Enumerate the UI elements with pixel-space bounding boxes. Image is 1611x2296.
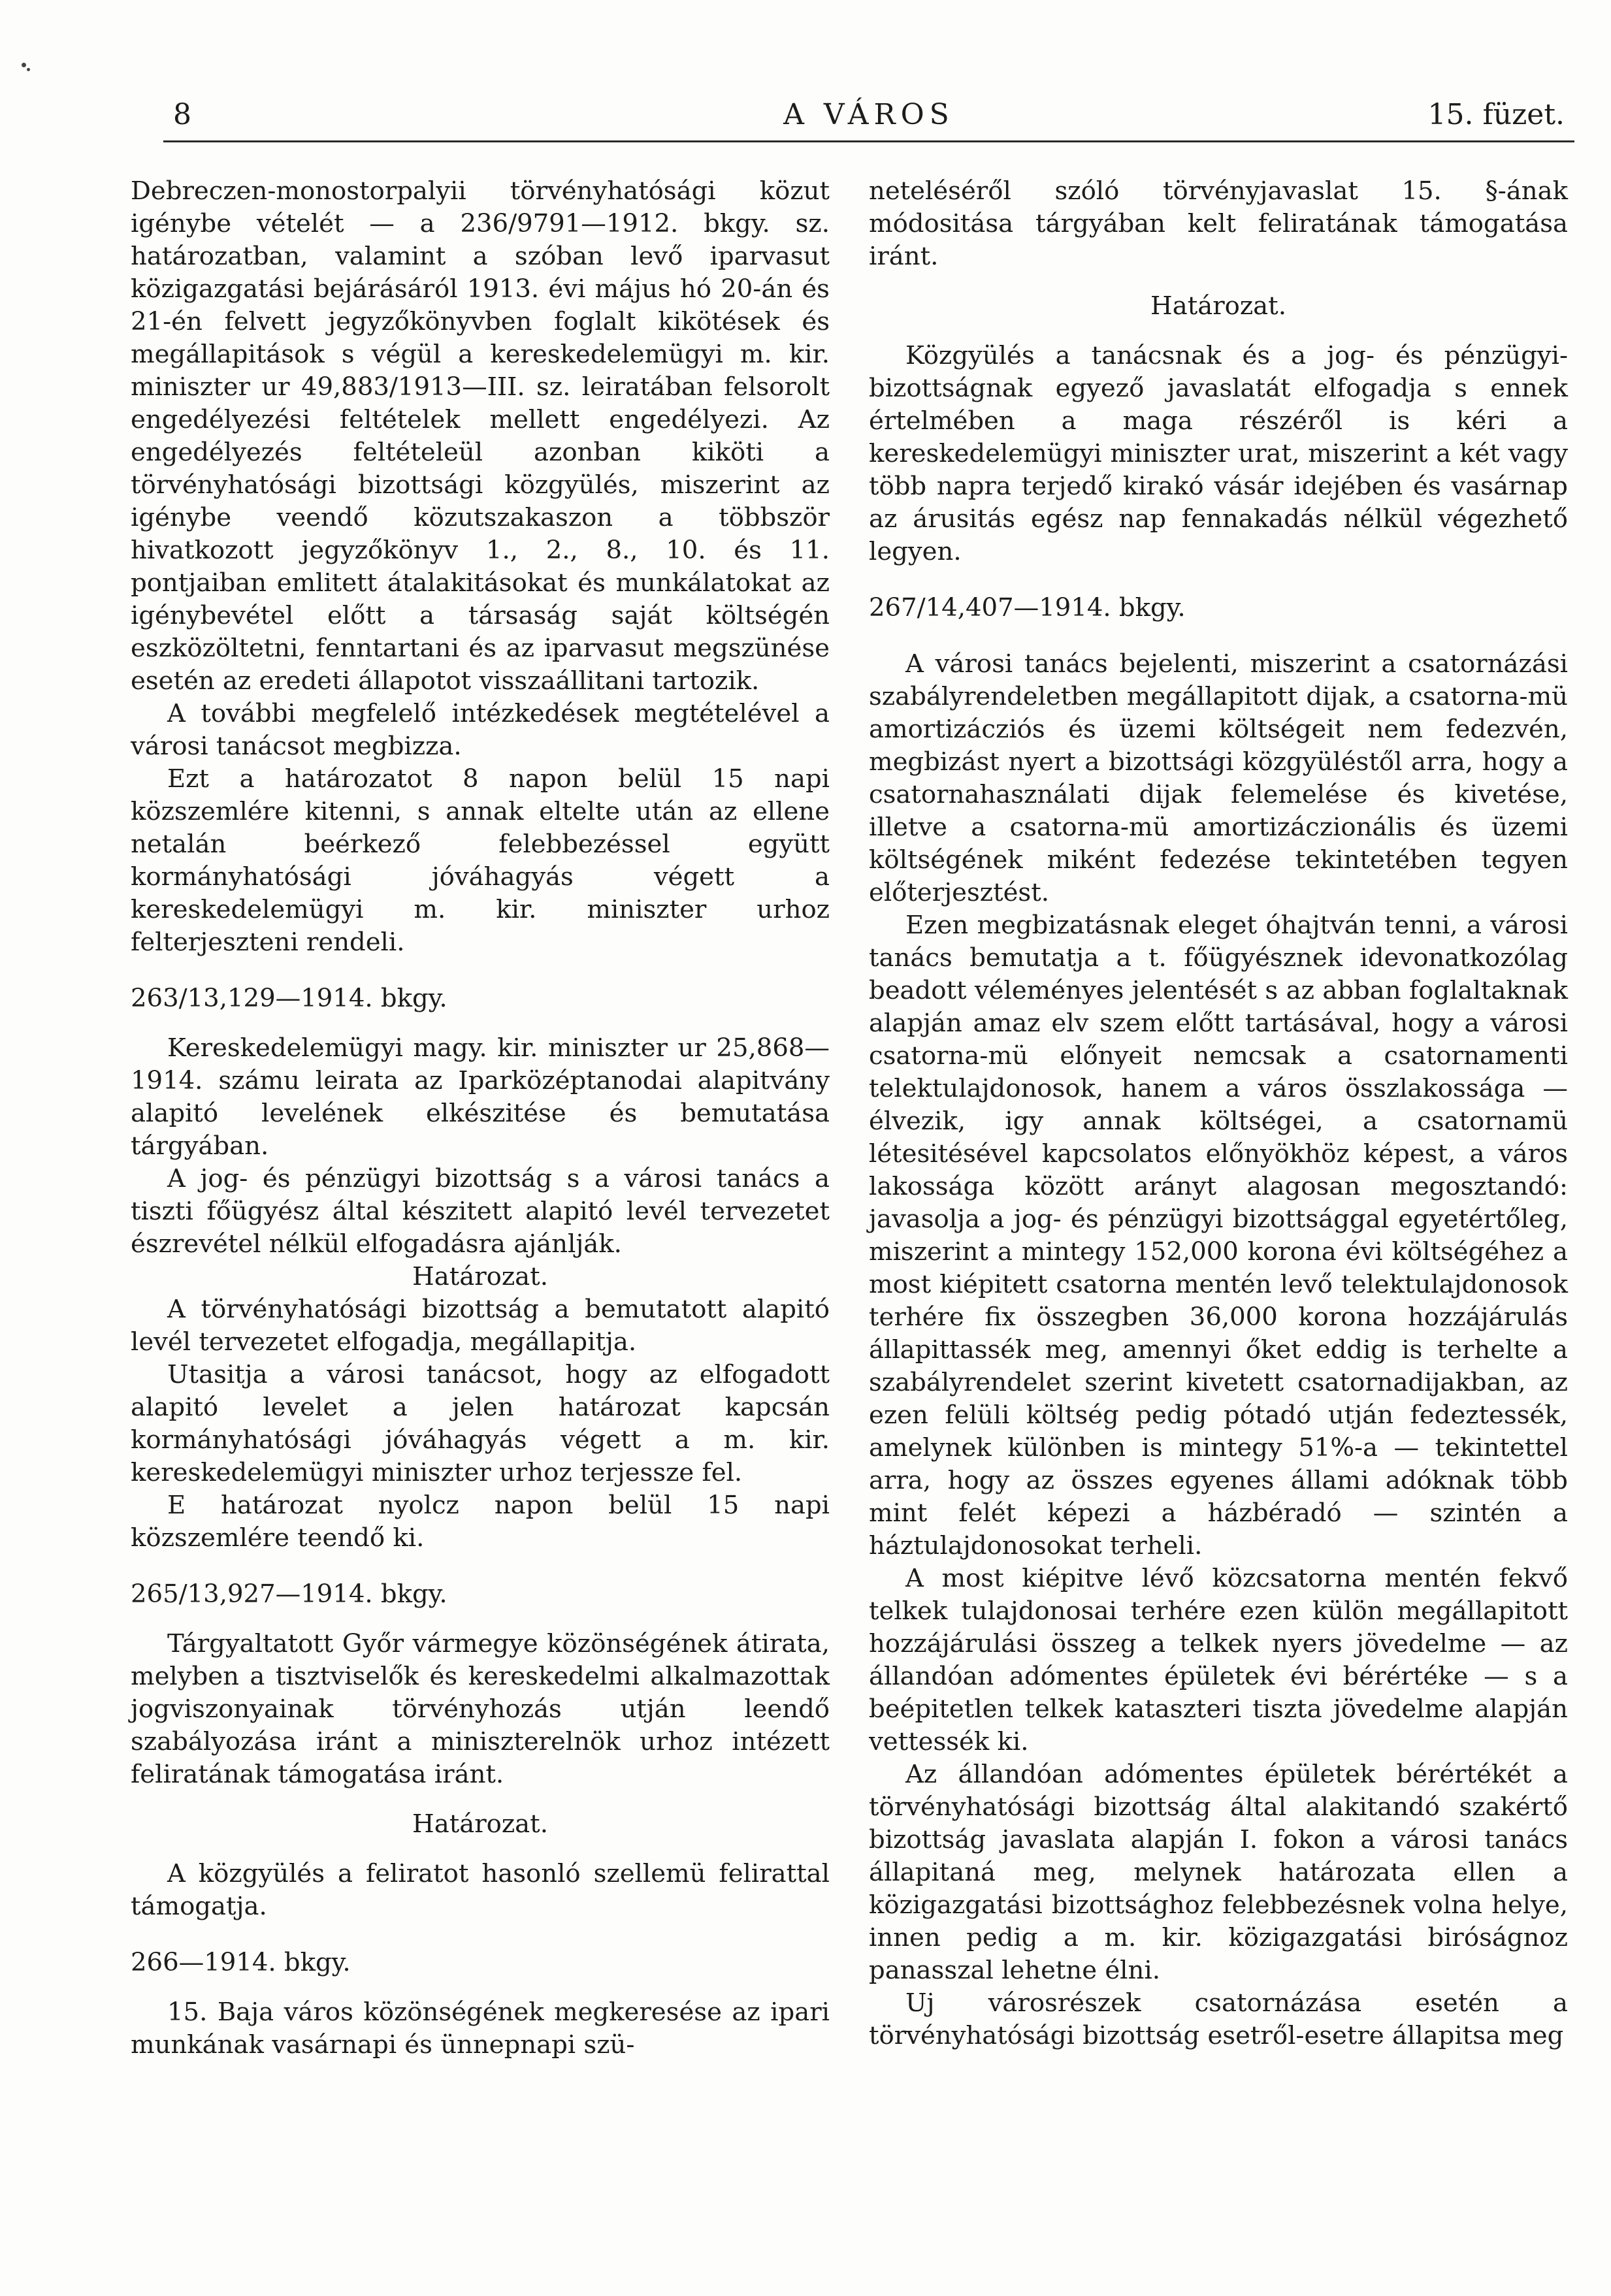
- header-rule: [163, 140, 1574, 142]
- paragraph-continuation: neteléséről szóló törvényjavaslat 15. §-ának módositása tárgyában kelt feliratának támogatása iránt.: [869, 176, 1568, 271]
- scan-speck: [22, 63, 26, 67]
- paragraph: Tárgyaltatott Győr vármegye közönségének átirata, melyben a tisztviselők és kereskedelmi alkalmazottak jogviszonyainak törvényhozás utján leendő szabályozása iránt a miniszterelnök urhoz intézett feliratának támogatása iránt.: [131, 1629, 830, 1789]
- paragraph: A most kiépitve lévő közcsatorna mentén fekvő telkek tulajdonosai terhére ezen külön megállapitott hozzájárulási összeg a telkek nyers jövedelme — az állandóan adómentes épületek évi bérértéke — s a beépitetlen telkek kataszteri tiszta jövedelme alapján vettessék ki.: [869, 1564, 1568, 1756]
- paragraph: A törvényhatósági bizottság a bemutatott alapitó levél tervezetet elfogadja, megállapitja.: [131, 1295, 830, 1357]
- issue-label: 15. füzet.: [1427, 98, 1565, 131]
- paragraph: A további megfelelő intézkedések megtételével a városi tanácsot megbizza.: [131, 699, 830, 761]
- paragraph: 15. Baja város közönségének megkeresése az ipari munkának vasárnapi és ünnepnapi szü-: [131, 1997, 830, 2060]
- paragraph: Debreczen-monostorpalyii törvényhatósági közut igénybe vételét — a 236/9791—1912. bkgy. sz. határozatban, valamint a szóban levő iparvasut közigazgatási bejárásáról 1913. évi május hó 20-án és 21-én felvett jegyzőkönyvben foglalt kikötések és megállapitások s végül a kereskedelemügyi m. kir. miniszter ur 49,883/1913—III. sz. leiratában felsorolt engedélyezési feltételek mellett engedélyezi. Az engedélyezés feltételeül azonban kiköti a törvényhatósági bizottsági közgyülés, miszerint az igénybe veendő közutszakaszon a többször hivatkozott jegyzőkönyv 1., 2., 8., 10. és 11. pontjaiban emlitett átalakitásokat és munkálatokat az igénybevétel előtt a társaság saját költségén eszközöltetni, fenntartani és az iparvasut megszünése esetén az eredeti állapotot visszaállitani tartozik.: [131, 176, 830, 696]
- journal-title: A VÁROS: [783, 98, 954, 131]
- paragraph: Utasitja a városi tanácsot, hogy az elfogadott alapitó levelet a jelen határozat kapcsán kormányhatósági jóváhagyás végett a m. kir. kereskedelemügyi miniszter urhoz terjessze fel.: [131, 1360, 830, 1487]
- paragraph: Uj városrészek csatornázása esetén a törvényhatósági bizottság esetről-esetre állapitsa meg: [869, 1988, 1568, 2050]
- resolution-number: 266—1914. bkgy.: [131, 1948, 351, 1977]
- resolution-number: 265/13,927—1914. bkgy.: [131, 1579, 448, 1609]
- resolution-number: 263/13,129—1914. bkgy.: [131, 984, 448, 1013]
- paragraph: Ezen megbizatásnak eleget óhajtván tenni, a városi tanács bemutatja a t. főügyésznek idevonatkozólag beadott véleményes jelentését s az abban foglaltaknak alapján amaz elv szem előtt tartásával, hogy a városi csatorna-mü előnyeit nemcsak a csatornamenti telektulajdonosok, hanem a város összlakossága — élvezik, igy annak költségei, a csatornamü létesitésével kapcsolatos előnyökhöz képest, a város lakossága között arányt alagosan megosztandó: javasolja a jog- és pénzügyi bizottsággal egyetértőleg, miszerint a mintegy 152,000 korona évi költségéhez a most kiépitett csatorna mentén levő telektulajdonosok terhére fix összegben 36,000 korona hozzájárulás állapittassék meg, amennyi őket eddig is terhelte a szabályrendelet szerint kivetett csatornadijakban, az ezen felüli költség pedig pótadó utján fedeztessék, amelynek különben is mintegy 51%-a — tekintettel arra, hogy az összes egyenes állami adóknak több mint felét képezi a házbéradó — szintén a háztulajdonosokat terheli.: [869, 911, 1568, 1560]
- page-header: [163, 98, 1574, 137]
- paragraph: Közgyülés a tanácsnak és a jog- és pénzügyi-bizottságnak egyező javaslatát elfogadja s ennek értelmében a maga részéről is kéri a kereskedelemügyi miniszter urat, miszerint a két vagy több napra terjedő kirakó vásár idejében és vasárnap az árusitás egész nap fennakadás nélkül végezhető legyen.: [869, 341, 1568, 566]
- paragraph: Kereskedelemügyi magy. kir. miniszter ur 25,868—1914. számu leirata az Iparközéptanodai alapitvány alapitó levelének elkészitése és bemutatása tárgyában.: [131, 1033, 830, 1161]
- resolution-number: 267/14,407—1914. bkgy.: [869, 593, 1186, 623]
- paragraph: A városi tanács bejelenti, miszerint a csatornázási szabályrendeletben megállapitott dijak, a csatorna-mü amortizácziós és üzemi költségeit nem fedezvén, megbizást nyert a bizottsági közgyüléstől arra, hogy a csatornahasználati dijak felemelése és kivetése, illetve a csatorna-mü amortizáczionális és üzemi költségének miként fedezése tekintetében tegyen előterjesztést.: [869, 649, 1568, 907]
- page-number: 8: [173, 98, 191, 131]
- section-heading: Határozat.: [412, 1809, 548, 1839]
- section-heading: Határozat.: [412, 1262, 548, 1291]
- paragraph: A jog- és pénzügyi bizottság s a városi tanács a tiszti főügyész által készitett alapitó levél tervezetet észrevétel nélkül elfogadásra ajánlják.: [131, 1164, 830, 1259]
- paragraph: A közgyülés a feliratot hasonló szellemü felirattal támogatja.: [131, 1859, 830, 1921]
- left-column: [131, 175, 830, 2062]
- right-column: [869, 175, 1568, 2052]
- paragraph: E határozat nyolcz napon belül 15 napi közszemlére teendő ki.: [131, 1491, 830, 1553]
- paragraph: Ezt a határozatot 8 napon belül 15 napi közszemlére kitenni, s annak eltelte után az ellene netalán beérkező felebbezéssel együtt kormányhatósági jóváhagyás végett a kereskedelemügyi m. kir. miniszter urhoz felterjeszteni rendeli.: [131, 764, 830, 957]
- section-heading: Határozat.: [1150, 291, 1286, 321]
- paragraph: Az állandóan adómentes épületek bérértékét a törvényhatósági bizottság által alakitandó szakértő bizottság javaslata alapján I. fokon a városi tanács állapitaná meg, melynek határozata ellen a közigazgatási bizottsághoz felebbezésnek volna helye, innen pedig a m. kir. közigazgatási biróságnoz panasszal lehetne élni.: [869, 1760, 1568, 1985]
- scan-speck: [27, 68, 30, 71]
